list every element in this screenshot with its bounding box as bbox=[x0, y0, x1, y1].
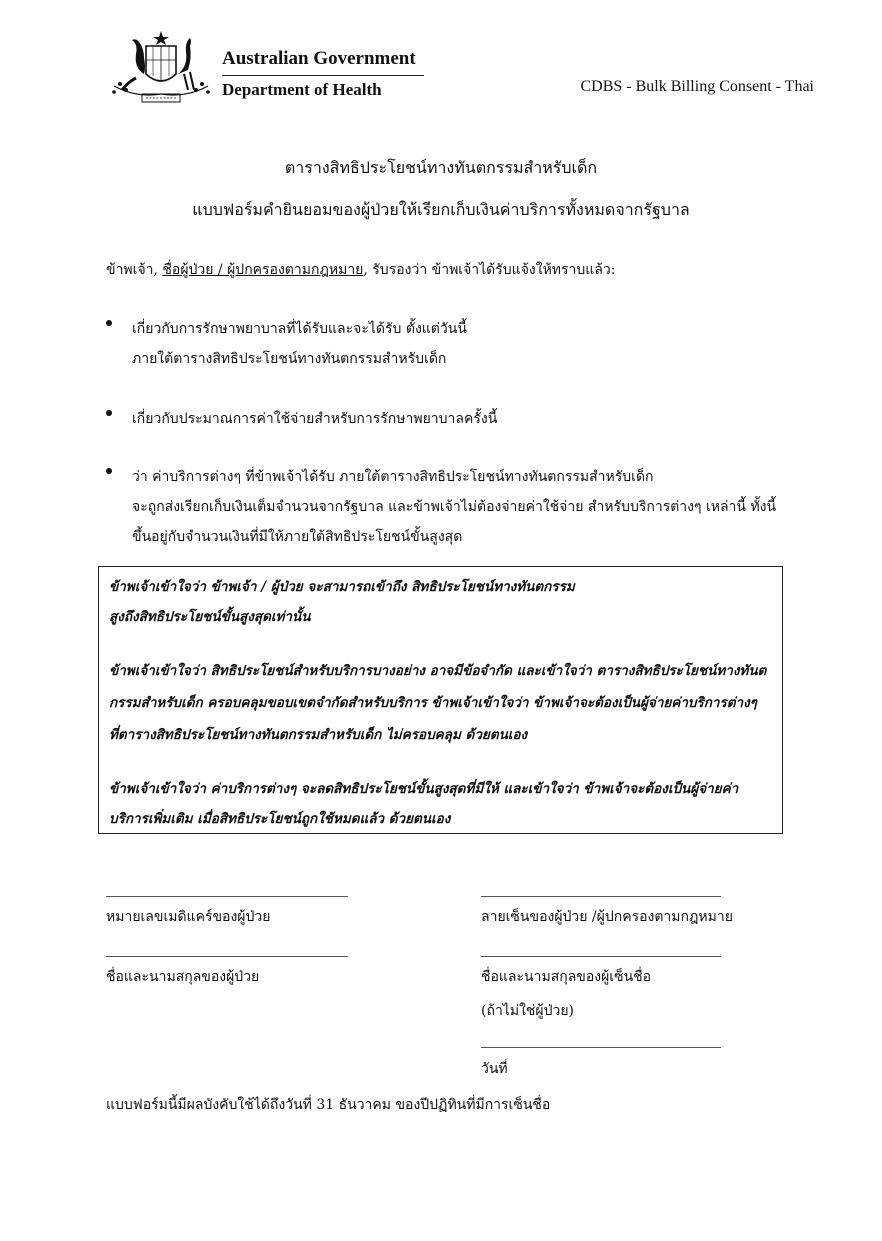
header-divider bbox=[222, 75, 424, 76]
signature-label: ลายเซ็นของผู้ป่วย /ผู้ปกครองตามกฎหมาย bbox=[481, 909, 733, 925]
medicare-number-label: หมายเลขเมดิแคร์ของผู้ป่วย bbox=[106, 909, 271, 925]
consent-acknowledgement-box bbox=[98, 566, 783, 834]
government-name: Australian Government bbox=[222, 48, 416, 69]
intro-statement bbox=[106, 259, 616, 281]
patient-name-line[interactable] bbox=[106, 956, 348, 957]
validity-note: แบบฟอร์มนี้มีผลบังคับใช้ได้ถึงวันที่ 31 ธันวาคม ของปีปฏิทินที่มีการเซ็นชื่อ bbox=[106, 1097, 551, 1113]
signature-line[interactable] bbox=[481, 896, 721, 897]
box-text: ข้าพเจ้าเข้าใจว่า ข้าพเจ้า / ผู้ป่วย จะสามารถเข้าถึง สิทธิประโยชน์ทางทันตกรรม bbox=[109, 579, 575, 595]
page-title: ตารางสิทธิประโยชน์ทางทันตกรรมสำหรับเด็ก bbox=[284, 158, 598, 177]
box-text: ข้าพเจ้าเข้าใจว่า ค่าบริการต่างๆ จะลดสิทธิประโยชน์ขั้นสูงสุดที่มีให้ และเข้าใจว่า ข้าพเจ้าจะต้องเป็นผู้จ่ายค่า bbox=[109, 781, 739, 797]
signer-note: (ถ้าไม่ใช่ผู้ป่วย) bbox=[481, 1003, 575, 1019]
bullet-icon bbox=[106, 468, 112, 474]
coat-of-arms-logo bbox=[106, 28, 216, 106]
box-text: บริการเพิ่มเติม เมื่อสิทธิประโยชน์ถูกใช้หมดแล้ว ด้วยตนเอง bbox=[109, 811, 451, 827]
intro-suffix: , รับรองว่า ข้าพเจ้าได้รับแจ้งให้ทราบแล้ว: bbox=[363, 262, 616, 278]
list-item-text: ขึ้นอยู่กับจำนวนเงินที่มีให้ภายใต้สิทธิประโยชน์ขั้นสูงสุด bbox=[132, 529, 463, 545]
list-item-text: เกี่ยวกับการรักษาพยาบาลที่ได้รับและจะได้รับ ตั้งแต่วันนี้ bbox=[132, 321, 467, 337]
intro-prefix: ข้าพเจ้า, bbox=[106, 262, 163, 278]
document-code: CDBS - Bulk Billing Consent - Thai bbox=[580, 78, 814, 95]
patient-name-label: ชื่อและนามสกุลของผู้ป่วย bbox=[106, 969, 260, 985]
date-line[interactable] bbox=[481, 1047, 721, 1048]
intro-underlined: ชื่อผู้ป่วย / ผู้ปกครองตามกฎหมาย bbox=[162, 262, 364, 278]
bullet-icon bbox=[106, 320, 112, 326]
box-text: ที่ตารางสิทธิประโยชน์ทางทันตกรรมสำหรับเด็ก ไม่ครอบคลุม ด้วยตนเอง bbox=[109, 727, 528, 743]
box-text: ข้าพเจ้าเข้าใจว่า สิทธิประโยชน์สำหรับบริการบางอย่าง อาจมีข้อจำกัด และเข้าใจว่า ตารางสิทธิประโยชน์ทางทันต bbox=[109, 663, 767, 679]
list-item-text: จะถูกส่งเรียกเก็บเงินเต็มจำนวนจากรัฐบาล และข้าพเจ้าไม่ต้องจ่ายค่าใช้จ่าย สำหรับบริการต่างๆ เหล่านี้ ทั้งนี้ bbox=[132, 499, 777, 515]
signer-name-label: ชื่อและนามสกุลของผู้เซ็นชื่อ bbox=[481, 969, 652, 985]
signer-name-line[interactable] bbox=[481, 956, 721, 957]
list-item-text: ภายใต้ตารางสิทธิประโยชน์ทางทันตกรรมสำหรับเด็ก bbox=[132, 351, 447, 367]
list-item-text: เกี่ยวกับประมาณการค่าใช้จ่ายสำหรับการรักษาพยาบาลครั้งนี้ bbox=[132, 411, 498, 427]
box-text: กรรมสำหรับเด็ก ครอบคลุมขอบเขตจำกัดสำหรับบริการ ข้าพเจ้าเข้าใจว่า ข้าพเจ้าจะต้องเป็นผู้จ่ายค่าบริการต่างๆ bbox=[109, 695, 757, 711]
medicare-number-line[interactable] bbox=[106, 896, 348, 897]
list-item-text: ว่า ค่าบริการต่างๆ ที่ข้าพเจ้าได้รับ ภายใต้ตารางสิทธิประโยชน์ทางทันตกรรมสำหรับเด็ก bbox=[132, 469, 654, 485]
department-name: Department of Health bbox=[222, 80, 382, 99]
page-subtitle: แบบฟอร์มคำยินยอมของผู้ป่วยให้เรียกเก็บเงินค่าบริการทั้งหมดจากรัฐบาล bbox=[192, 200, 690, 219]
date-label: วันที่ bbox=[481, 1061, 508, 1077]
bullet-icon bbox=[106, 410, 112, 416]
box-text: สูงถึงสิทธิประโยชน์ขั้นสูงสุดเท่านั้น bbox=[109, 609, 311, 625]
